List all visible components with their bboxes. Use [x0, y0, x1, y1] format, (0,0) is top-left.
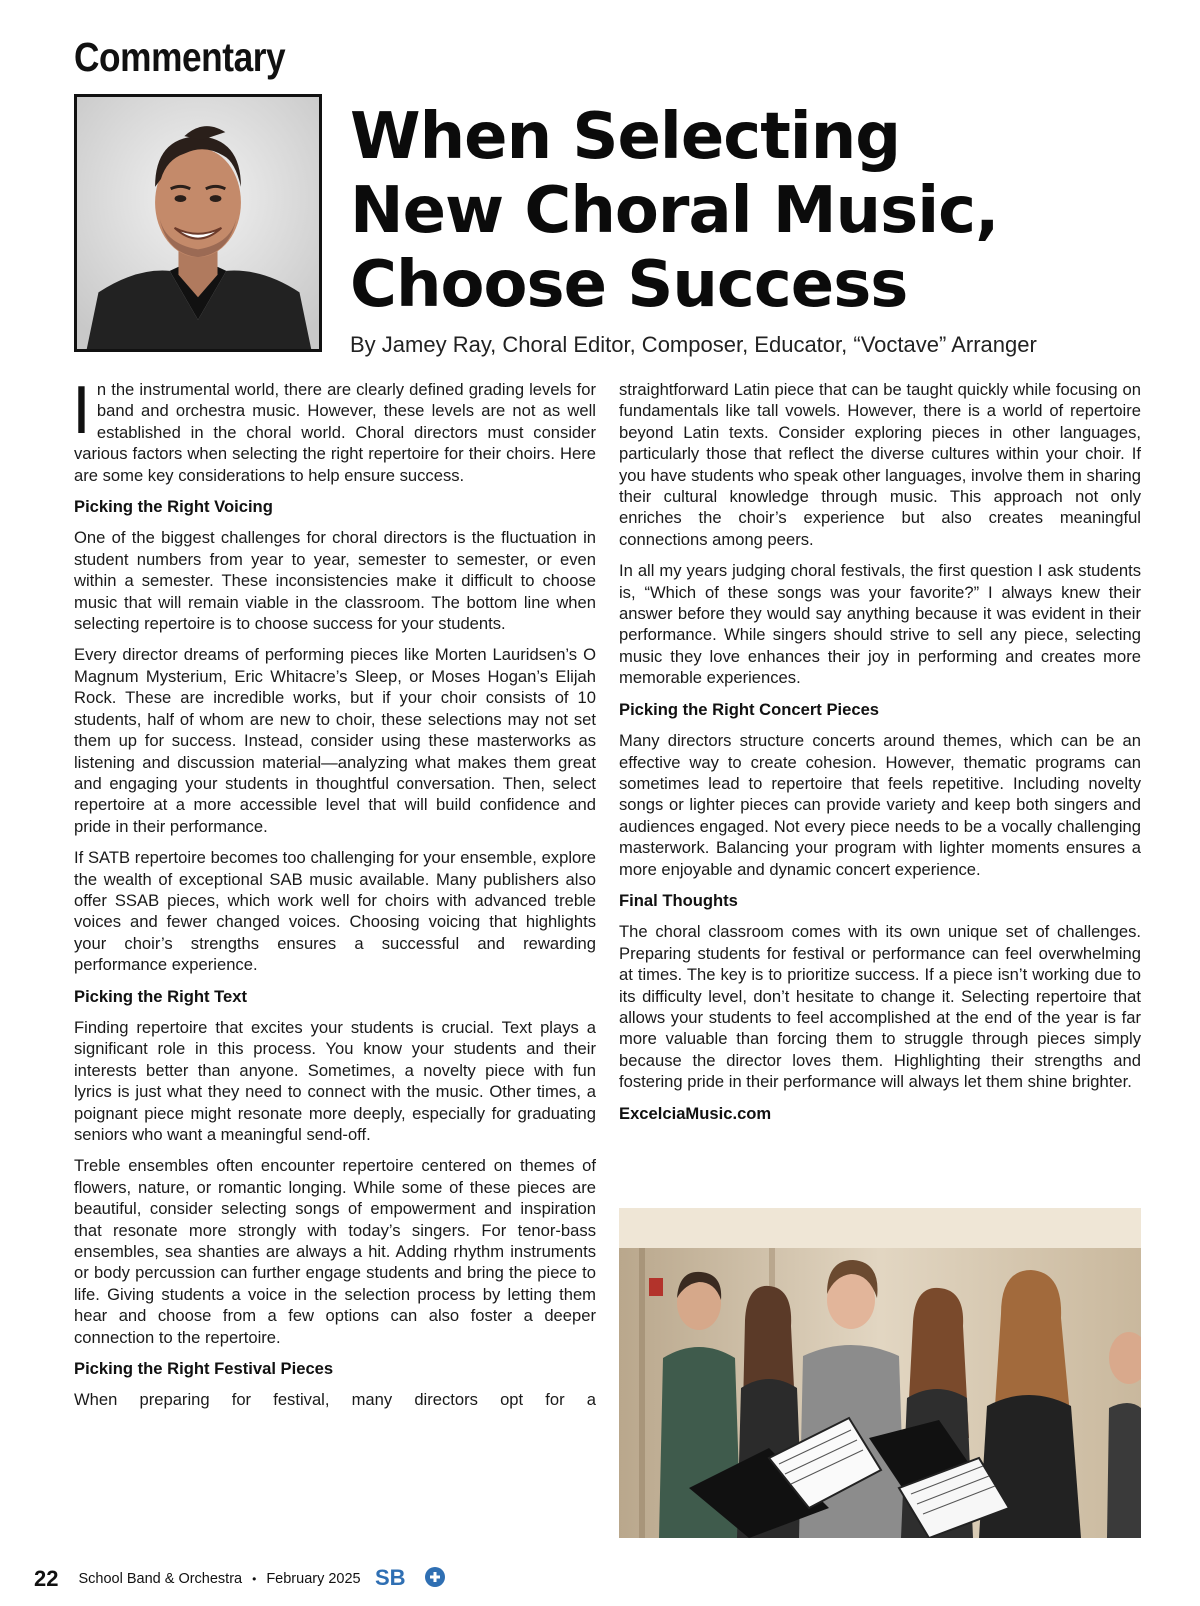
- headline-line-2: New Choral Music,: [350, 174, 999, 248]
- right-column: [619, 379, 1141, 1136]
- sbo-logo-icon: [375, 1564, 451, 1595]
- paragraph-festival-cont: straightforward Latin piece that can be taught quickly while focusing on fundamentals like tall vowels. However, there is a world of repertoire beyond Latin texts. Consider exploring pieces in other languages, particularly those that reflect the diverse cultures within your choir. If you have students who speak other languages, involve them in sharing their cultural knowledge through music. This approach not only enriches the choir’s experience but also creates meaningful connections among peers.: [619, 380, 1141, 549]
- paragraph-voicing-2: Every director dreams of performing pieces like Morten Lauridsen’s O Magnum Mysterium, Eric Whitacre’s Sleep, or Moses Hogan’s Elijah Rock. These are incredible works, but if your choir consists of 10 students, half of whom are new to choir, these selections may not set them up for success. Instead, consider using these masterworks as listening and discussion material—analyzing what makes them great and engaging your students in thoughtful conversation. Then, select repertoire at a more accessible level that will build confidence and pride in their performance.: [74, 645, 596, 836]
- heading-voicing: Picking the Right Voicing: [74, 497, 273, 517]
- dropcap: I: [72, 372, 91, 448]
- headline-line-1: When Selecting: [350, 100, 901, 174]
- page-number: 22: [34, 1566, 59, 1591]
- page-footer: [34, 1564, 451, 1594]
- heading-final: Final Thoughts: [619, 890, 738, 910]
- intro-text: n the instrumental world, there are clearly defined grading levels for band and orchestra music. However, these levels are not as well established in the choral world. Choral directors must consider various factors when selecting the right repertoire for their choirs. Here are some key considerations to help ensure success.: [74, 380, 596, 485]
- paragraph-concert: Many directors structure concerts around themes, which can be an effective way to create cohesion. However, thematic programs can sometimes lead to repertoire that feels repetitive. Including novelty songs or lighter pieces can provide variety and keep both singers and audiences engaged. Not every piece needs to be a vocally challenging masterwork. Balancing your program with lighter moments ensures a more enjoyable and dynamic concert experience.: [619, 731, 1141, 879]
- website-link[interactable]: ExcelciaMusic.com: [619, 1103, 772, 1123]
- headline-line-3: Choose Success: [350, 248, 908, 322]
- paragraph-festival-start: When preparing for festival, many directors opt for a: [74, 1390, 596, 1410]
- article-headline: [350, 100, 1170, 322]
- paragraph-voicing-1: One of the biggest challenges for choral directors is the fluctuation in student numbers from year to year, semester to semester, or even within a semester. These inconsistencies make it difficult to choose music that will remain viable in the classroom. The bottom line when selecting repertoire is to choose success for your students.: [74, 528, 596, 634]
- paragraph-text-2: Treble ensembles often encounter repertoire centered on themes of flowers, nature, or romantic longing. While some of these pieces are beautiful, consider selecting songs of empowerment and inspiration that resonate more strongly with today’s singers. For tenor-bass ensembles, sea shanties are always a hit. Adding rhythm instruments or body percussion can further engage students and bring the piece to life. Giving students a voice in the selection process by letting them hear and choose from a few options can also foster a deeper connection to the repertoire.: [74, 1156, 596, 1347]
- choir-photo: [619, 1208, 1141, 1538]
- svg-text:SB: SB: [374, 1564, 406, 1590]
- section-label: Commentary: [74, 34, 286, 80]
- heading-text: Picking the Right Text: [74, 986, 248, 1006]
- publication-name: School Band & Orchestra: [78, 1571, 243, 1587]
- paragraph-final: The choral classroom comes with its own unique set of challenges. Preparing students for festival or performance can feel overwhelming at times. The key is to prioritize success. If a piece isn’t working due to its difficulty level, don’t hesitate to change it. Selecting repertoire that allows your students to feel accomplished at the end of the year is far more valuable than forcing them to struggle through pieces simply because the director loves them. Highlighting their strengths and fostering pride in their performance will always let them shine brighter.: [619, 922, 1141, 1092]
- author-portrait: [74, 94, 322, 352]
- paragraph-festival-2: In all my years judging choral festivals, the first question I ask students is, “Which of these songs was your favorite?” I always knew their answer before they would say anything because it was evident in their performance. While singers should strive to sell any piece, selecting music they love enhances their joy in performing and creates more memorable experiences.: [619, 561, 1141, 688]
- issue-date: February 2025: [266, 1571, 361, 1587]
- heading-festival: Picking the Right Festival Pieces: [74, 1359, 334, 1379]
- byline: By Jamey Ray, Choral Editor, Composer, Educator, “Voctave” Arranger: [350, 332, 1037, 357]
- left-column: [72, 372, 596, 1421]
- paragraph-text-1: Finding repertoire that excites your students is crucial. Text plays a significant role in this process. You know your students and their interests better than anyone. Sometimes, a novelty piece with fun lyrics is just what they need to connect with the music. Other times, a poignant piece might resonate more deeply, especially for graduating seniors who want a meaningful send-off.: [74, 1017, 596, 1144]
- intro-paragraph: [72, 372, 596, 486]
- footer-separator: •: [252, 1572, 257, 1586]
- heading-concert: Picking the Right Concert Pieces: [619, 699, 880, 719]
- paragraph-voicing-3: If SATB repertoire becomes too challenging for your ensemble, explore the wealth of exceptional SAB music available. Many publishers also offer SSAB pieces, which work well for choirs with advanced treble voices and fewer changed voices. Choosing voicing that highlights your choir’s strengths ensures a successful and rewarding performance experience.: [74, 848, 596, 975]
